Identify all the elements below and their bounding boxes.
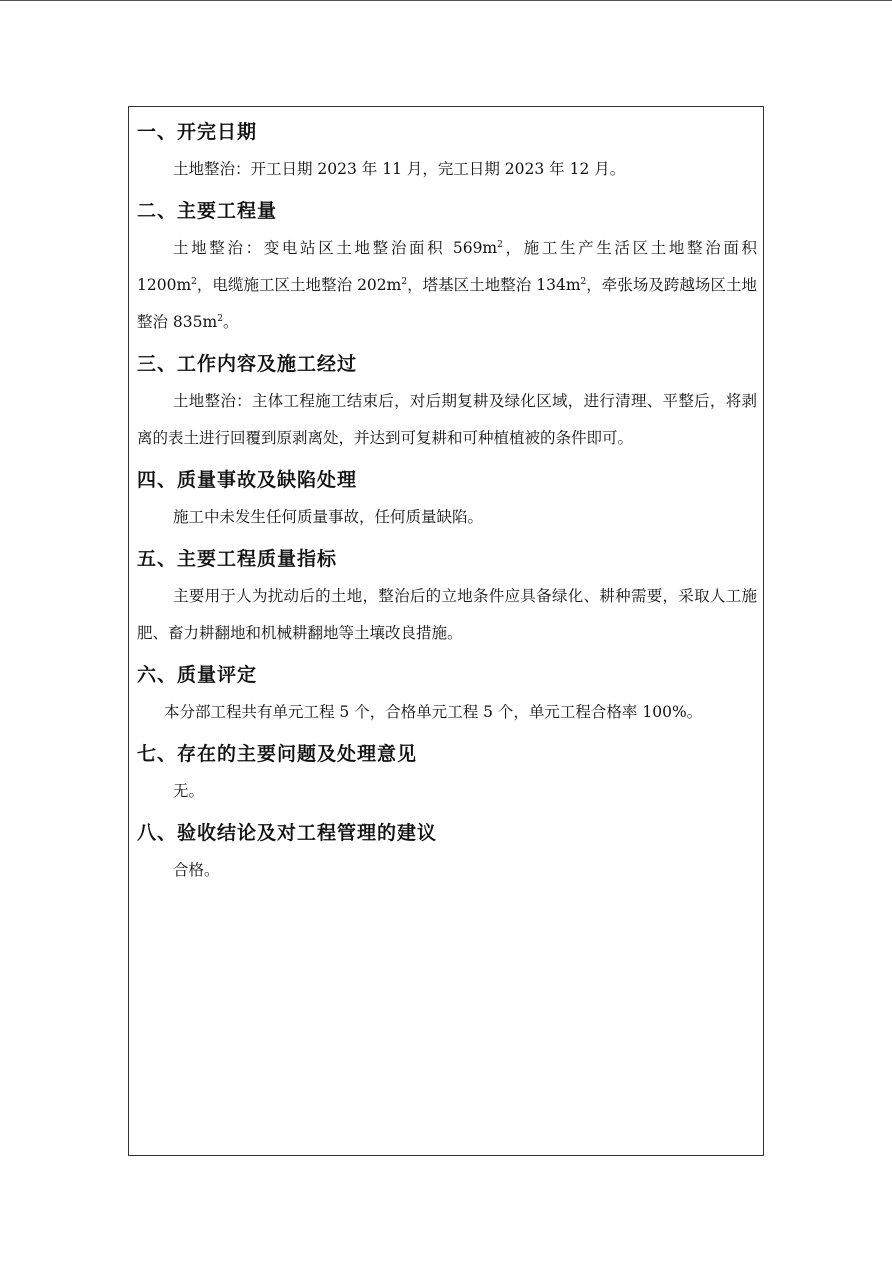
document-content — [137, 119, 757, 889]
section-heading-quality-accidents: 四、质量事故及缺陷处理 — [137, 469, 358, 491]
section-text-quality-assessment: 本分部工程共有单元工程 5 个，合格单元工程 5 个，单元工程合格率 100%。 — [164, 703, 703, 721]
section-heading-quantities: 二、主要工程量 — [137, 200, 278, 222]
section-heading-work-content: 三、工作内容及施工经过 — [137, 353, 358, 375]
section-heading-main-issues: 七、存在的主要问题及处理意见 — [137, 743, 418, 765]
section-text-dates: 土地整治：开工日期 2023 年 11 月，完工日期 2023 年 12 月。 — [173, 160, 626, 178]
section-text-quality-indicators: 主要用于人为扰动后的土地，整治后的立地条件应具备绿化、耕种需要，采取人工施肥、畜力耕翻地和机械耕翻地等土壤改良措施。 — [137, 587, 757, 642]
section-text-quality-accidents: 施工中未发生任何质量事故，任何质量缺陷。 — [173, 508, 484, 526]
section-heading-acceptance-conclusion: 八、验收结论及对工程管理的建议 — [137, 822, 438, 844]
document-table-cell — [128, 106, 764, 1156]
section-heading-quality-indicators: 五、主要工程质量指标 — [137, 548, 338, 570]
section-text-acceptance-conclusion: 合格。 — [173, 861, 220, 879]
section-text-quantities: 土地整治：变电站区土地整治面积 $569m^2$，施工生产生活区土地整治面积 $1200m^2$，电缆施工区土地整治 $202m^2$，塔基区土地整治 $134m^2$，牵张场及跨越场区土地整治 $835m^2$。 — [137, 239, 757, 331]
section-heading-quality-assessment: 六、质量评定 — [137, 664, 258, 686]
section-text-main-issues: 无。 — [173, 782, 205, 800]
page-top-rule — [0, 0, 892, 1]
section-text-work-content: 土地整治：主体工程施工结束后，对后期复耕及绿化区域，进行清理、平整后，将剥离的表土进行回覆到原剥离处，并达到可复耕和可种植植被的条件即可。 — [137, 392, 757, 447]
section-heading-dates: 一、开完日期 — [137, 121, 258, 143]
